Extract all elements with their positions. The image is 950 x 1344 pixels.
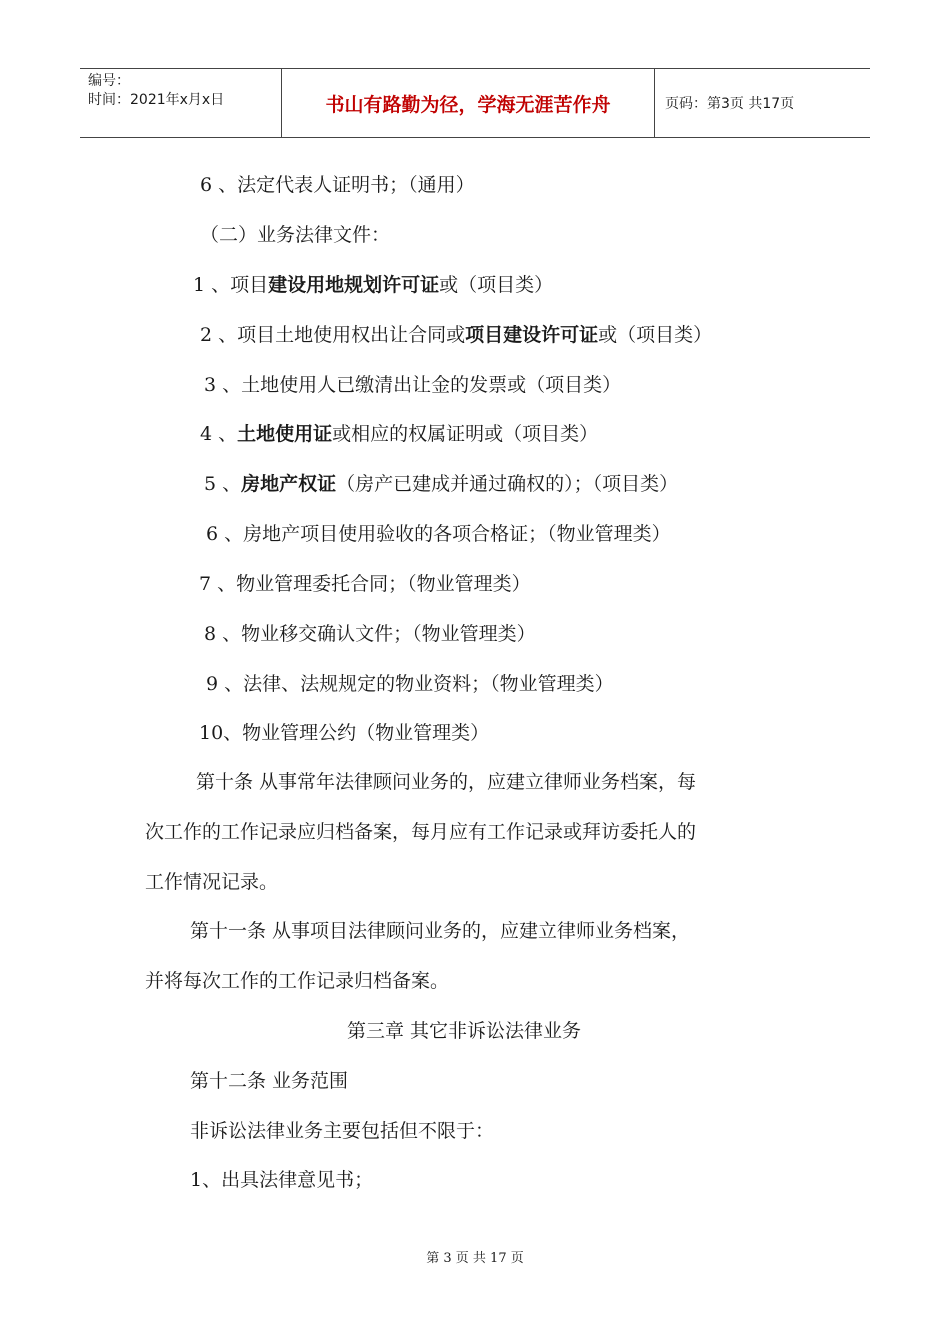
text-line (206, 522, 671, 546)
text-segment: 工作情况记录。 (145, 871, 279, 893)
text-segment: （二）业务法律文件： (200, 224, 391, 246)
text-segment: 2 、项目土地使用权出让合同或 (200, 324, 466, 346)
text-line (347, 1019, 581, 1043)
text-segment: 7 、物业管理委托合同；（物业管理类） (199, 573, 531, 595)
text-segment: 6 、房地产项目使用验收的各项合格证；（物业管理类） (206, 523, 671, 545)
text-line (199, 721, 489, 745)
bold-term: 土地使用证 (237, 423, 333, 445)
text-line (204, 622, 536, 646)
text-line (190, 1168, 373, 1192)
text-line (193, 273, 553, 297)
text-line (145, 870, 278, 894)
text-segment: 10、物业管理公约（物业管理类） (199, 722, 490, 744)
text-segment: 或（项目类） (439, 274, 554, 296)
bold-term: 建设用地规划许可证 (268, 274, 440, 296)
header-motto: 书山有路勤为径，学海无涯苦作舟 (282, 69, 655, 137)
text-line (190, 1069, 348, 1093)
text-segment: 4 、 (200, 423, 238, 445)
text-segment: 1、出具法律意见书； (190, 1169, 374, 1191)
text-segment: 6 、法定代表人证明书；（通用） (200, 174, 475, 196)
text-line (204, 373, 621, 397)
page-footer: 第 3 页 共 17 页 (426, 1251, 524, 1266)
header-page-info: 页码：第3页 共17页 (665, 96, 795, 112)
text-segment: 或（项目类） (598, 324, 713, 346)
text-segment: 第十条 从事常年法律顾问业务的，应建立律师业务档案，每 (196, 771, 697, 793)
text-segment: 第三章 其它非诉讼法律业务 (347, 1020, 582, 1042)
text-segment: 或相应的权属证明或（项目类） (332, 423, 599, 445)
text-line (206, 672, 614, 696)
text-line (200, 223, 390, 247)
text-segment: （房产已建成并通过确权的）；（项目类） (336, 473, 679, 495)
text-segment: 9 、法律、法规规定的物业资料；（物业管理类） (206, 673, 614, 695)
text-line (199, 572, 531, 596)
bold-term: 项目建设许可证 (465, 324, 599, 346)
text-line (200, 173, 475, 197)
text-line (204, 472, 678, 496)
text-line (190, 919, 690, 943)
text-segment: 并将每次工作的工作记录归档备案。 (145, 970, 450, 992)
text-segment: 5 、 (204, 473, 242, 495)
header-meta (80, 69, 282, 137)
text-line (145, 969, 449, 993)
bold-term: 房地产权证 (241, 473, 337, 495)
text-line (145, 820, 696, 844)
text-segment: 8 、物业移交确认文件；（物业管理类） (204, 623, 536, 645)
text-segment: 次工作的工作记录应归档备案，每月应有工作记录或拜访委托人的 (145, 821, 697, 843)
text-segment: 1 、项目 (193, 274, 269, 296)
text-line (200, 422, 598, 446)
text-segment: 非诉讼法律业务主要包括但不限于： (190, 1120, 495, 1142)
text-segment: 3 、土地使用人已缴清出让金的发票或（项目类） (204, 374, 622, 396)
text-line (190, 1119, 494, 1143)
text-line (200, 323, 712, 347)
document-date: 时间：2021年x月x日 (88, 92, 225, 108)
text-line (196, 770, 696, 794)
document-number: 编号： (88, 73, 130, 89)
text-segment: 第十一条 从事项目法律顾问业务的，应建立律师业务档案， (190, 920, 691, 942)
page-header (80, 68, 870, 138)
text-segment: 第十二条 业务范围 (190, 1070, 349, 1092)
